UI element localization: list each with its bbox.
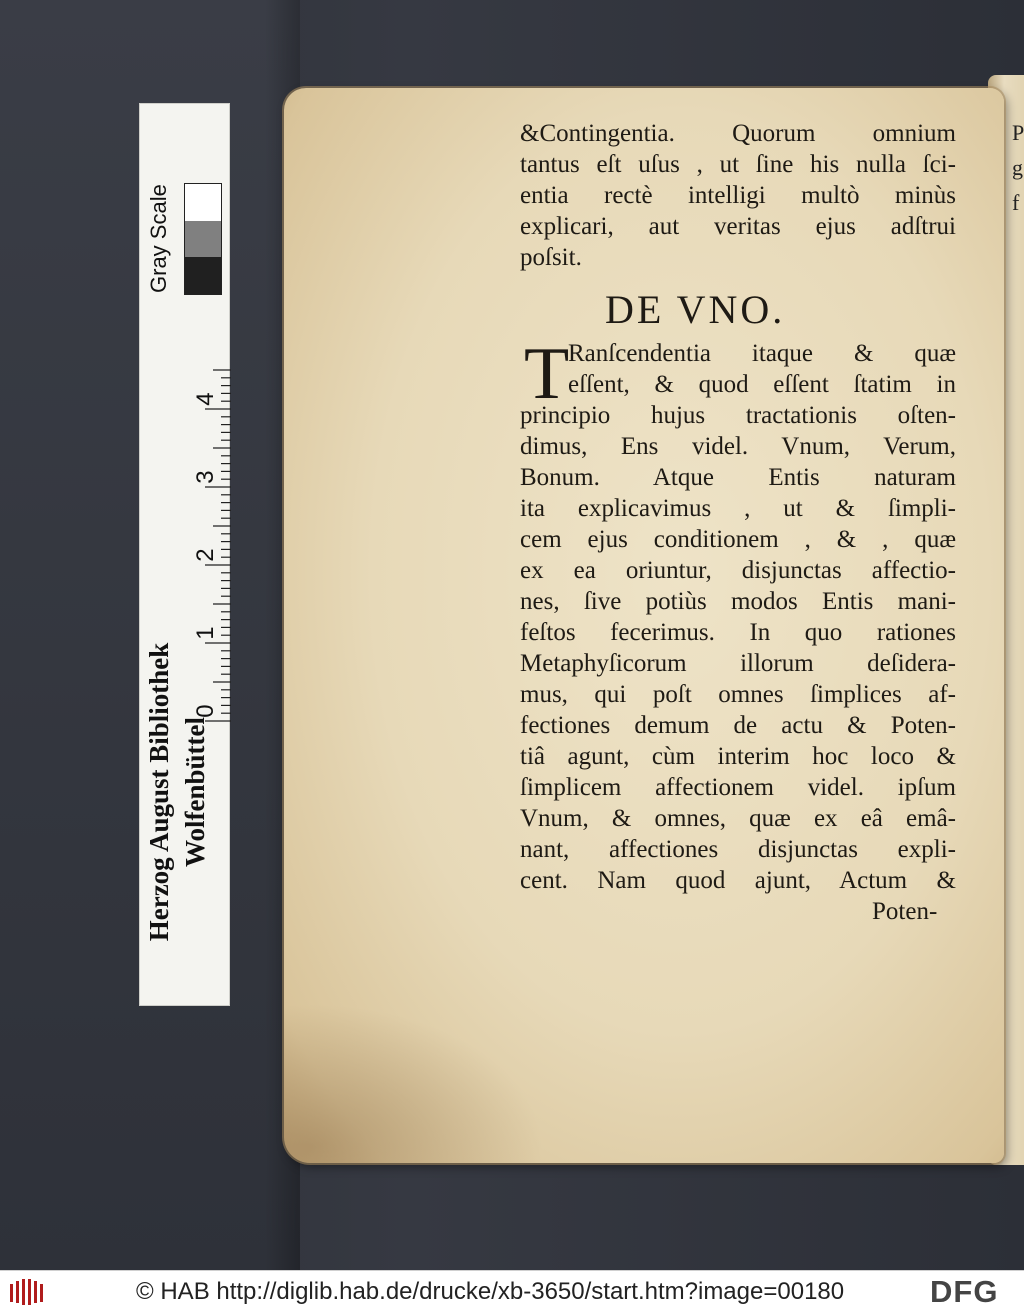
gray-scale-swatches: [184, 183, 222, 295]
section-heading: DE VNO.: [605, 287, 786, 332]
text-line: Ranſcendentia itaque & quæ: [568, 340, 956, 367]
ruler-number-2: 2: [192, 548, 219, 562]
ruler-labels: [140, 104, 231, 1007]
text-line: entia rectè intelligi multò minùs: [520, 182, 956, 209]
gray-scale-label: Gray Scale: [146, 184, 171, 293]
text-line: tiâ agunt, cùm interim hoc loco &: [520, 743, 956, 770]
text-line: nant, affectiones disjunctas expli-: [520, 836, 956, 863]
ruler-institution-line1: Herzog August Bibliothek: [144, 642, 174, 942]
catchword: Poten-: [872, 898, 938, 925]
text-line: feſtos fecerimus. In quo rationes: [520, 619, 956, 646]
ruler-number-0: 0: [192, 704, 219, 718]
next-page-glyph: P: [1012, 120, 1024, 145]
text-line: poſsit.: [520, 244, 582, 271]
ruler-number-1: 1: [192, 626, 219, 640]
dfg-logo: DFG: [930, 1274, 999, 1309]
text-line: eſſent, & quod eſſent ſtatim in: [568, 371, 956, 398]
text-line: principio hujus tractationis oſten-: [520, 402, 956, 429]
footer-bar: [0, 1270, 1024, 1313]
text-line: Metaphyſicorum illorum deſidera-: [520, 650, 956, 677]
footer-credit-link[interactable]: © HAB http://diglib.hab.de/drucke/xb-3650/start.htm?image=00180: [136, 1278, 845, 1305]
drop-capital: T: [524, 333, 570, 415]
text-line: &Contingentia. Quorum omnium: [520, 120, 956, 147]
next-page-glyph: f: [1012, 190, 1020, 215]
gray-swatch-mid: [185, 221, 221, 258]
ruler-institution-line2: Wolfenbüttel: [180, 717, 210, 868]
gray-swatch-light: [185, 184, 221, 221]
text-line: cent. Nam quod ajunt, Actum &: [520, 867, 956, 894]
next-page-glyph: g: [1012, 155, 1023, 180]
text-line: explicari, aut veritas ejus adſtrui: [520, 213, 956, 240]
page-stain: [284, 1003, 544, 1163]
text-line: ſimplicem affectionem videl. ipſum: [520, 774, 956, 801]
text-line: fectiones demum de actu & Poten-: [520, 712, 956, 739]
text-line: ex ea oriuntur, disjunctas affectio-: [520, 557, 956, 584]
text-line: Bonum. Atque Entis naturam: [520, 464, 956, 491]
gray-swatch-dark: [185, 257, 221, 294]
text-line: cem ejus conditionem , & , quæ: [520, 526, 956, 553]
ruler-number-3: 3: [192, 470, 219, 484]
text-line: tantus eſt uſus , ut ſine his nulla ſci-: [520, 151, 956, 178]
scale-ruler: [139, 103, 230, 1006]
hab-logo-icon: [8, 1278, 46, 1306]
text-line: nes, ſive potiùs modos Entis mani-: [520, 588, 956, 615]
text-line: mus, qui poſt omnes ſimplices af-: [520, 681, 956, 708]
text-line: dimus, Ens videl. Vnum, Verum,: [520, 433, 956, 460]
text-line: ita explicavimus , ut & ſimpli-: [520, 495, 956, 522]
ruler-number-4: 4: [192, 392, 219, 406]
text-line: Vnum, & omnes, quæ ex eâ emâ-: [520, 805, 956, 832]
